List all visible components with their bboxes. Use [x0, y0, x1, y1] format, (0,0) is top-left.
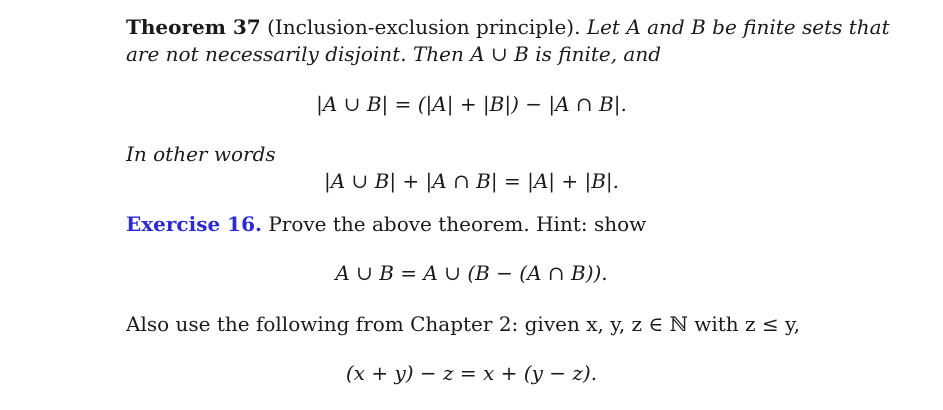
also-use-line: Also use the following from Chapter 2: given x, y, z ∈ ℕ with z ≤ y, [126, 312, 801, 336]
equation-4: (x + y) − z = x + (y − z). [345, 361, 598, 385]
in-other-words: In other words [126, 142, 276, 166]
theorem-name: (Inclusion-exclusion principle). [267, 15, 581, 39]
theorem-line-1 [126, 14, 890, 40]
exercise-line [126, 211, 646, 237]
theorem-statement-line-2: are not necessarily disjoint. Then A ∪ B is finite, and [126, 42, 662, 66]
equation-1: |A ∪ B| = (|A| + |B|) − |A ∩ B|. [316, 92, 627, 116]
exercise-text: Prove the above theorem. Hint: show [268, 212, 647, 236]
theorem-label: Theorem 37 [126, 15, 261, 39]
equation-2: |A ∪ B| + |A ∩ B| = |A| + |B|. [323, 169, 620, 193]
theorem-statement-line-1: Let A and B be finite sets that [586, 15, 890, 39]
exercise-label: Exercise 16. [126, 212, 262, 236]
equation-3: A ∪ B = A ∪ (B − (A ∩ B)). [335, 261, 608, 285]
